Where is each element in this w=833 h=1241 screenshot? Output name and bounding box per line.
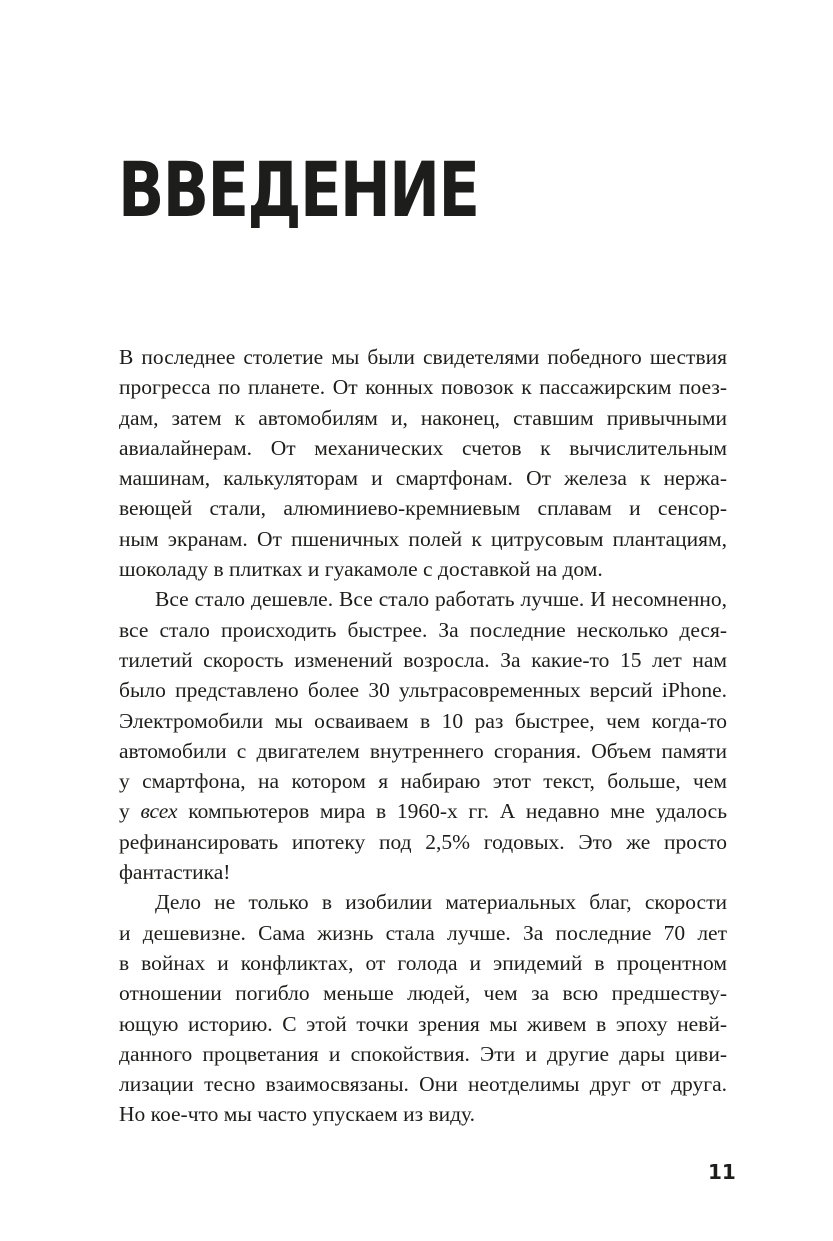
chapter-title: ВВЕДЕНИЕ (118, 145, 479, 234)
paragraph-line: у смартфона, на котором я набираю этот текст, больше, чем (119, 769, 727, 794)
italic-emphasis: всех (140, 799, 178, 824)
paragraph-line: прогресса по планете. От конных повозок к пассажирским поез- (119, 375, 727, 400)
paragraph-line: дам, затем к автомобилям и, наконец, ставшим привычными (119, 405, 727, 430)
paragraph-line: ющую историю. С этой точки зрения мы живем в эпоху невй- (119, 1011, 727, 1036)
paragraph-line: рефинансировать ипотеку под 2,5% годовых. Это же просто (119, 829, 727, 854)
paragraph-line-with-italic (119, 796, 727, 826)
text-segment: у (119, 799, 141, 824)
paragraph-line: отношении погибло меньше людей, чем за всю предшеству- (119, 981, 727, 1006)
paragraph-line: авиалайнерам. От механических счетов к вычислительным (119, 435, 727, 460)
body-text (119, 342, 727, 1130)
paragraph-line: лизации тесно взаимосвязаны. Они неотделимы друг от друга. (119, 1072, 727, 1097)
paragraph-line: в войнах и конфликтах, от голода и эпидемий в процентном (119, 950, 727, 975)
paragraph-line: шоколаду в плитках и гуакамоле с доставкой на дом. (119, 557, 603, 582)
paragraph-line: и дешевизне. Сама жизнь стала лучше. За последние 70 лет (119, 920, 727, 945)
paragraph-line: фантастика! (119, 860, 231, 885)
paragraph-line: веющей стали, алюминиево-кремниевым сплавам и сенсор- (119, 496, 727, 521)
paragraph-line: автомобили с двигателем внутреннего сгорания. Объем памяти (119, 738, 727, 763)
page-number: 11 (708, 1160, 736, 1184)
paragraph-line: Все стало дешевле. Все стало работать лучше. И несомненно, (155, 587, 727, 612)
paragraph-line: данного процветания и спокойствия. Эти и другие дары циви- (119, 1041, 727, 1066)
paragraph-line: Но кое-что мы часто упускаем из виду. (119, 1102, 476, 1127)
paragraph-line: машинам, калькуляторам и смартфонам. От железа к нержа- (119, 466, 727, 491)
paragraph-line: Дело не только в изобилии материальных благ, скорости (155, 890, 727, 915)
text-segment: компьютеров мира в 1960-х гг. А недавно мне удалось (177, 799, 728, 824)
paragraph-line: ным экранам. От пшеничных полей к цитрусовым плантациям, (119, 526, 727, 551)
paragraph-line: все стало происходить быстрее. За последние несколько деся- (119, 617, 727, 642)
paragraph-line: В последнее столетие мы были свидетелями победного шествия (119, 345, 727, 369)
paragraph-line: тилетий скорость изменений возросла. За какие-то 15 лет нам (119, 647, 727, 672)
paragraph-line: было представлено более 30 ультрасовременных версий iPhone. (119, 678, 727, 703)
paragraph-line: Электромобили мы осваиваем в 10 раз быстрее, чем когда-то (119, 708, 727, 733)
